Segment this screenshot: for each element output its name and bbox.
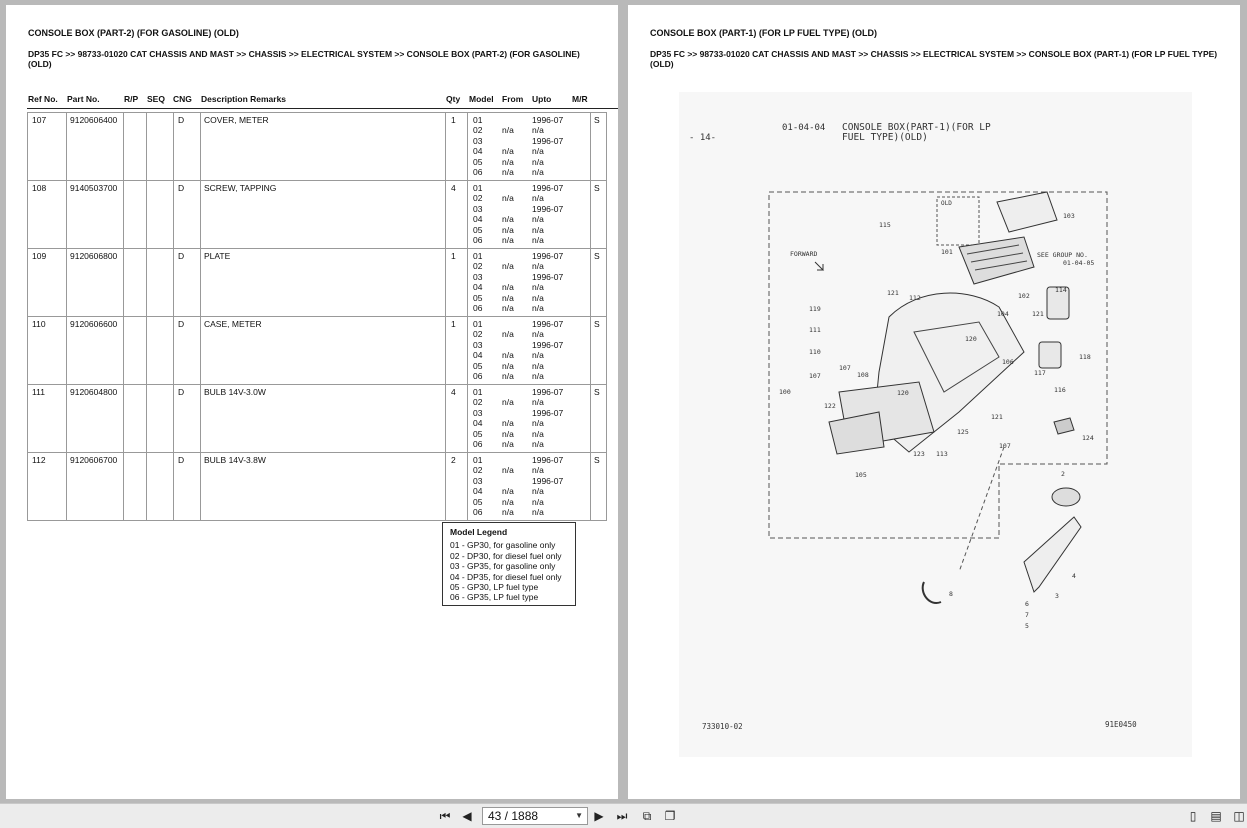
from-date: n/a <box>502 370 514 381</box>
upto-date: 1996-07 <box>532 271 564 282</box>
model-line <box>468 361 590 371</box>
ref-cell: 111 <box>28 385 67 453</box>
upto-date: n/a <box>532 350 544 361</box>
model-line <box>468 486 590 496</box>
model-line <box>468 115 590 125</box>
qty-cell: 1 <box>446 317 468 385</box>
table-row <box>28 113 607 181</box>
model-line <box>468 387 590 397</box>
upto-date: n/a <box>532 329 544 340</box>
svg-text:103: 103 <box>1063 212 1075 220</box>
breadcrumb: DP35 FC >> 98733-01020 CAT CHASSIS AND MAST >> CHASSIS >> ELECTRICAL SYSTEM >> CONSOLE BOX (PART-1) (FOR LP FUEL TYPE) (OLD) <box>650 49 1218 69</box>
ref-cell: 112 <box>28 453 67 521</box>
seq-cell <box>147 249 174 317</box>
drawing-code-right: 91E0450 <box>1105 720 1137 729</box>
svg-text:110: 110 <box>809 348 821 356</box>
model-code: 05 <box>473 292 483 303</box>
model-line <box>468 251 590 261</box>
svg-text:120: 120 <box>897 389 909 397</box>
seq-cell <box>147 453 174 521</box>
model-code: 03 <box>473 203 483 214</box>
model-code: 01 <box>473 115 483 125</box>
model-code: 03 <box>473 407 483 418</box>
model-code: 04 <box>473 486 483 497</box>
page-mark: - 14- <box>689 133 717 143</box>
rp-cell <box>124 181 147 249</box>
from-date: n/a <box>502 214 514 225</box>
ref-cell: 108 <box>28 181 67 249</box>
from-date <box>502 340 532 350</box>
model-line <box>468 418 590 428</box>
model-line <box>468 261 590 271</box>
rp-cell <box>124 249 147 317</box>
rp-cell <box>124 453 147 521</box>
model-line <box>468 125 590 135</box>
from-date: n/a <box>502 350 514 361</box>
chevron-down-icon: ▼ <box>575 811 583 820</box>
diagram-caption-line1: CONSOLE BOX(PART-1)(FOR LP <box>842 122 991 133</box>
upto-date: 1996-07 <box>532 475 564 486</box>
model-line <box>468 319 590 329</box>
svg-text:123: 123 <box>913 450 925 458</box>
rp-cell <box>124 113 147 181</box>
model-line <box>468 167 590 177</box>
mr-cell: S <box>591 385 607 453</box>
from-date: n/a <box>502 418 514 429</box>
svg-text:121: 121 <box>887 289 899 297</box>
description-cell: SCREW, TAPPING <box>201 181 446 249</box>
model-line <box>468 157 590 167</box>
description-cell: PLATE <box>201 249 446 317</box>
model-code: 01 <box>473 183 483 193</box>
seq-cell <box>147 385 174 453</box>
col-mr-header: M/R <box>572 94 588 104</box>
model-code: 02 <box>473 397 483 408</box>
col-upto-header: Upto <box>532 94 552 104</box>
upto-date: 1996-07 <box>532 135 564 146</box>
upto-date: n/a <box>532 302 544 313</box>
model-lines-cell <box>468 453 591 521</box>
ref-cell: 110 <box>28 317 67 385</box>
svg-text:120: 120 <box>965 335 977 343</box>
table-row <box>28 181 607 249</box>
right-page <box>628 5 1240 799</box>
mr-cell: S <box>591 113 607 181</box>
model-code: 06 <box>473 370 483 381</box>
model-code: 06 <box>473 302 483 313</box>
cng-cell: D <box>174 317 201 385</box>
svg-text:105: 105 <box>855 471 867 479</box>
col-rp-header: R/P <box>124 94 139 104</box>
legend-item: 03 - GP35, for gasoline only <box>450 561 556 572</box>
model-line <box>468 136 590 146</box>
model-lines-cell <box>468 317 591 385</box>
from-date <box>502 272 532 282</box>
description-cell: CASE, METER <box>201 317 446 385</box>
upto-date: n/a <box>532 486 544 497</box>
model-code: 02 <box>473 329 483 340</box>
part-no-cell: 9120606400 <box>67 113 124 181</box>
svg-text:102: 102 <box>1018 292 1030 300</box>
qty-cell: 2 <box>446 453 468 521</box>
model-line <box>468 225 590 235</box>
from-date <box>502 476 532 486</box>
model-line <box>468 476 590 486</box>
upto-date: 1996-07 <box>532 115 564 125</box>
model-code: 04 <box>473 418 483 429</box>
upto-date: n/a <box>532 214 544 225</box>
svg-text:119: 119 <box>809 305 821 313</box>
svg-text:7: 7 <box>1025 611 1029 619</box>
svg-text:121: 121 <box>991 413 1003 421</box>
upto-date: 1996-07 <box>532 251 564 261</box>
upto-date: n/a <box>532 193 544 204</box>
rp-cell <box>124 385 147 453</box>
mr-cell: S <box>591 181 607 249</box>
model-code: 04 <box>473 214 483 225</box>
diagram-caption-line2: FUEL TYPE)(OLD) <box>842 132 928 143</box>
two-page-view-icon[interactable]: ◫ <box>1233 809 1245 823</box>
col-ref-header: Ref No. <box>28 94 58 104</box>
upto-date: n/a <box>532 397 544 408</box>
page-title: CONSOLE BOX (PART-2) (FOR GASOLINE) (OLD) <box>28 28 239 38</box>
legend-item: 04 - DP35, for diesel fuel only <box>450 571 562 582</box>
col-seq-header: SEQ <box>147 94 165 104</box>
upto-date: n/a <box>532 125 544 136</box>
model-code: 02 <box>473 261 483 272</box>
model-line <box>468 371 590 381</box>
upto-date: n/a <box>532 282 544 293</box>
upto-date: 1996-07 <box>532 339 564 350</box>
upto-date: 1996-07 <box>532 203 564 214</box>
rp-cell <box>124 317 147 385</box>
left-page <box>6 5 618 799</box>
model-line <box>468 497 590 507</box>
header-divider <box>27 108 618 109</box>
legend-item: 02 - DP30, for diesel fuel only <box>450 550 562 561</box>
part-no-cell: 9120606600 <box>67 317 124 385</box>
model-code: 02 <box>473 125 483 136</box>
upto-date: n/a <box>532 166 544 177</box>
model-line <box>468 183 590 193</box>
upto-date: n/a <box>532 438 544 449</box>
model-code: 01 <box>473 387 483 397</box>
svg-text:107: 107 <box>809 372 821 380</box>
model-code: 06 <box>473 506 483 517</box>
part-no-cell: 9120606700 <box>67 453 124 521</box>
description-cell: BULB 14V-3.0W <box>201 385 446 453</box>
model-line <box>468 397 590 407</box>
upto-date: 1996-07 <box>532 319 564 329</box>
upto-date: n/a <box>532 496 544 507</box>
table-row <box>28 317 607 385</box>
model-code: 02 <box>473 465 483 476</box>
model-line <box>468 507 590 517</box>
diagram-svg <box>679 92 1192 757</box>
col-desc-header: Description Remarks <box>201 94 287 104</box>
upto-date: n/a <box>532 370 544 381</box>
ref-cell: 107 <box>28 113 67 181</box>
from-date: n/a <box>502 146 514 157</box>
table-row <box>28 453 607 521</box>
parts-table <box>27 112 607 521</box>
model-code: 05 <box>473 360 483 371</box>
meter-cover-shape <box>997 192 1057 232</box>
viewer-toolbar <box>0 803 1247 828</box>
upto-date: n/a <box>532 465 544 476</box>
seq-cell <box>147 181 174 249</box>
from-date <box>502 183 532 193</box>
svg-text:108: 108 <box>857 371 869 379</box>
upto-date: n/a <box>532 234 544 245</box>
svg-text:113: 113 <box>936 450 948 458</box>
svg-text:2: 2 <box>1061 470 1065 478</box>
table-header <box>28 94 618 108</box>
svg-text:4: 4 <box>1072 572 1076 580</box>
upto-date: 1996-07 <box>532 387 564 397</box>
legend-item: 01 - GP30, for gasoline only <box>450 540 556 551</box>
description-cell: COVER, METER <box>201 113 446 181</box>
page-indicator: 43 / 1888 <box>488 809 539 823</box>
svg-text:106: 106 <box>1002 358 1014 366</box>
from-date: n/a <box>502 438 514 449</box>
prev-page-icon[interactable]: ◀ <box>462 809 472 823</box>
upto-date: n/a <box>532 428 544 439</box>
svg-text:107: 107 <box>839 364 851 372</box>
model-lines-cell <box>468 181 591 249</box>
model-code: 05 <box>473 428 483 439</box>
cng-cell: D <box>174 385 201 453</box>
col-model-header: Model <box>469 94 494 104</box>
col-from-header: From <box>502 94 524 104</box>
from-date <box>502 251 532 261</box>
model-line <box>468 340 590 350</box>
model-code: 03 <box>473 475 483 486</box>
svg-text:5: 5 <box>1025 622 1029 630</box>
svg-text:6: 6 <box>1025 600 1029 608</box>
from-date: n/a <box>502 329 514 340</box>
description-cell: BULB 14V-3.8W <box>201 453 446 521</box>
qty-cell: 1 <box>446 113 468 181</box>
model-code: 06 <box>473 234 483 245</box>
from-date: n/a <box>502 282 514 293</box>
svg-text:124: 124 <box>1082 434 1094 442</box>
model-line <box>468 455 590 465</box>
model-code: 04 <box>473 146 483 157</box>
model-lines-cell <box>468 385 591 453</box>
model-code: 06 <box>473 438 483 449</box>
model-code: 03 <box>473 135 483 146</box>
model-lines-cell <box>468 249 591 317</box>
qty-cell: 1 <box>446 249 468 317</box>
single-page-view-icon[interactable]: ▯ <box>1189 809 1197 823</box>
table-row <box>28 249 607 317</box>
model-code: 03 <box>473 271 483 282</box>
model-code: 05 <box>473 156 483 167</box>
model-code: 03 <box>473 339 483 350</box>
see-group-label: SEE GROUP NO. <box>1037 251 1088 259</box>
forward-label: FORWARD <box>790 250 818 258</box>
model-line <box>468 329 590 339</box>
ref-cell: 109 <box>28 249 67 317</box>
mr-cell: S <box>591 453 607 521</box>
legend-item: 05 - GP30, LP fuel type <box>450 582 539 593</box>
upto-date: n/a <box>532 292 544 303</box>
last-page-icon[interactable]: ⏭ <box>616 808 628 823</box>
exploded-parts-diagram <box>679 92 1192 757</box>
seq-cell <box>147 113 174 181</box>
table-row <box>28 385 607 453</box>
svg-text:121: 121 <box>1032 310 1044 318</box>
from-date: n/a <box>502 166 514 177</box>
from-date <box>502 204 532 214</box>
col-qty-header: Qty <box>446 94 461 104</box>
old-label: OLD <box>941 200 952 207</box>
legend-title: Model Legend <box>450 527 508 537</box>
svg-text:116: 116 <box>1054 386 1066 394</box>
page-title: CONSOLE BOX (PART-1) (FOR LP FUEL TYPE) (OLD) <box>650 28 878 38</box>
model-code: 04 <box>473 350 483 361</box>
svg-text:3: 3 <box>1055 592 1059 600</box>
model-line <box>468 235 590 245</box>
svg-text:107: 107 <box>999 442 1011 450</box>
from-date: n/a <box>502 397 514 408</box>
from-date: n/a <box>502 302 514 313</box>
from-date: n/a <box>502 234 514 245</box>
from-date: n/a <box>502 465 514 476</box>
upto-date: 1996-07 <box>532 183 564 193</box>
model-line <box>468 350 590 360</box>
svg-text:111: 111 <box>809 326 821 334</box>
model-line <box>468 408 590 418</box>
model-lines-cell <box>468 113 591 181</box>
qty-cell: 4 <box>446 385 468 453</box>
from-date: n/a <box>502 261 514 272</box>
upto-date: n/a <box>532 261 544 272</box>
svg-text:101: 101 <box>941 248 953 256</box>
legend-item: 06 - GP35, LP fuel type <box>450 592 539 603</box>
col-cng-header: CNG <box>173 94 192 104</box>
from-date <box>502 387 532 397</box>
upto-date: 1996-07 <box>532 407 564 418</box>
upto-date: n/a <box>532 146 544 157</box>
from-date: n/a <box>502 486 514 497</box>
from-date: n/a <box>502 224 514 235</box>
model-code: 01 <box>473 455 483 465</box>
model-code: 01 <box>473 319 483 329</box>
meter-panel-shape <box>959 237 1034 284</box>
svg-text:115: 115 <box>879 221 891 229</box>
group-number: 01-04-04 <box>782 123 826 133</box>
svg-text:117: 117 <box>1034 369 1046 377</box>
model-code: 05 <box>473 224 483 235</box>
model-line <box>468 204 590 214</box>
mr-cell: S <box>591 249 607 317</box>
svg-text:112: 112 <box>909 294 921 302</box>
model-line <box>468 439 590 449</box>
from-date: n/a <box>502 360 514 371</box>
model-legend <box>442 522 576 606</box>
from-date: n/a <box>502 193 514 204</box>
part-no-cell: 9140503700 <box>67 181 124 249</box>
model-line <box>468 293 590 303</box>
col-part-header: Part No. <box>67 94 100 104</box>
from-date: n/a <box>502 496 514 507</box>
from-date: n/a <box>502 292 514 303</box>
svg-text:8: 8 <box>949 590 953 598</box>
svg-text:118: 118 <box>1079 353 1091 361</box>
model-code: 06 <box>473 166 483 177</box>
upto-date: n/a <box>532 506 544 517</box>
upto-date: n/a <box>532 156 544 167</box>
page-number-select[interactable] <box>482 807 588 825</box>
model-line <box>468 282 590 292</box>
model-line <box>468 272 590 282</box>
part-no-cell: 9120604800 <box>67 385 124 453</box>
model-code: 01 <box>473 251 483 261</box>
first-page-icon[interactable]: ⏮ <box>439 808 451 823</box>
cng-cell: D <box>174 249 201 317</box>
svg-text:100: 100 <box>779 388 791 396</box>
from-date: n/a <box>502 156 514 167</box>
model-code: 02 <box>473 193 483 204</box>
from-date: n/a <box>502 506 514 517</box>
part-no-cell: 9120606800 <box>67 249 124 317</box>
svg-text:114: 114 <box>1055 286 1067 294</box>
from-date <box>502 319 532 329</box>
from-date <box>502 136 532 146</box>
rotate-icon[interactable]: ⧉ <box>642 808 652 823</box>
from-date <box>502 115 532 125</box>
see-group-number: 01-04-05 <box>1063 259 1095 267</box>
mr-cell: S <box>591 317 607 385</box>
model-line <box>468 214 590 224</box>
svg-text:125: 125 <box>957 428 969 436</box>
cng-cell: D <box>174 113 201 181</box>
drawing-code-left: 733010-02 <box>702 722 743 731</box>
svg-text:104: 104 <box>997 310 1009 318</box>
qty-cell: 4 <box>446 181 468 249</box>
model-line <box>468 465 590 475</box>
model-code: 04 <box>473 282 483 293</box>
seq-cell <box>147 317 174 385</box>
model-code: 05 <box>473 496 483 507</box>
from-date: n/a <box>502 125 514 136</box>
upto-date: 1996-07 <box>532 455 564 465</box>
continuous-view-icon[interactable]: ▤ <box>1210 809 1222 823</box>
next-page-icon[interactable]: ▶ <box>594 809 604 823</box>
cng-cell: D <box>174 181 201 249</box>
model-line <box>468 193 590 203</box>
breadcrumb: DP35 FC >> 98733-01020 CAT CHASSIS AND MAST >> CHASSIS >> ELECTRICAL SYSTEM >> CONSOLE BOX (PART-2) (FOR GASOLINE) (OLD) <box>28 49 580 69</box>
upto-date: n/a <box>532 224 544 235</box>
copy-icon[interactable]: ❐ <box>664 809 676 823</box>
from-date <box>502 455 532 465</box>
from-date: n/a <box>502 428 514 439</box>
model-line <box>468 146 590 156</box>
model-line <box>468 303 590 313</box>
upto-date: n/a <box>532 418 544 429</box>
cng-cell: D <box>174 453 201 521</box>
svg-text:122: 122 <box>824 402 836 410</box>
upto-date: n/a <box>532 360 544 371</box>
model-line <box>468 429 590 439</box>
from-date <box>502 408 532 418</box>
